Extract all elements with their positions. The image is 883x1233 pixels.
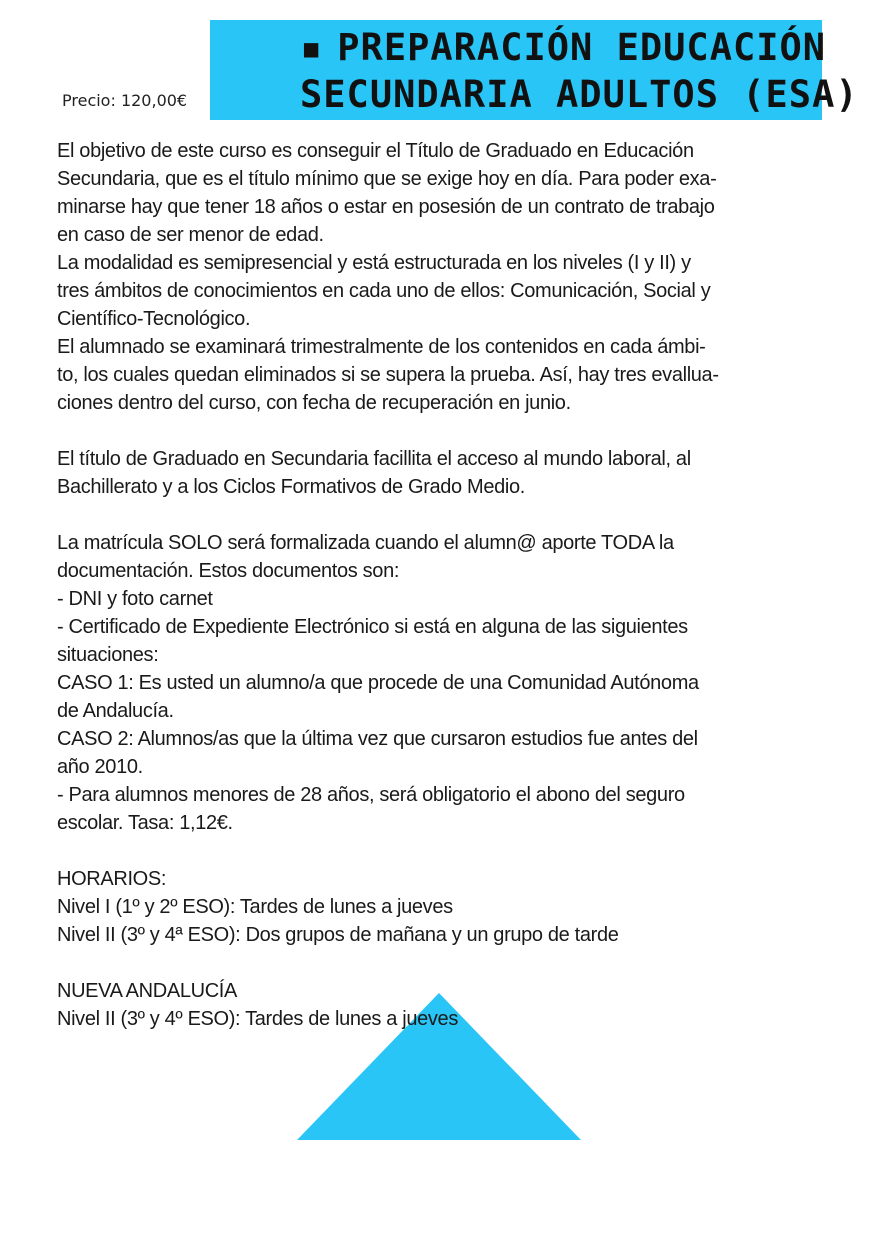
text-line: minarse hay que tener 18 años o estar en posesión de un contrato de trabajo: [57, 196, 715, 218]
text-line: situaciones:: [57, 644, 159, 666]
text-line: Secundaria, que es el título mínimo que se exige hoy en día. Para poder exa-: [57, 168, 717, 190]
intro-paragraph: [57, 137, 847, 417]
text-line: de Andalucía.: [57, 700, 174, 722]
text-line: Nivel I (1º y 2º ESO): Tardes de lunes a jueves: [57, 896, 453, 918]
text-line: tres ámbitos de conocimientos en cada uno de ellos: Comunicación, Social y: [57, 280, 711, 302]
text-line: ciones dentro del curso, con fecha de recuperación en junio.: [57, 392, 571, 414]
paragraph-gap: [57, 949, 847, 977]
paragraph-gap: [57, 417, 847, 445]
text-line: El título de Graduado en Secundaria facillita el acceso al mundo laboral, al: [57, 448, 691, 470]
price-label: Precio: 120,00€: [62, 91, 188, 110]
course-description: [57, 137, 847, 1033]
paragraph-gap: [57, 501, 847, 529]
text-line: El alumnado se examinará trimestralmente de los contenidos en cada ámbi-: [57, 336, 706, 358]
text-line: El objetivo de este curso es conseguir el Título de Graduado en Educación: [57, 140, 694, 162]
text-line: documentación. Estos documentos son:: [57, 560, 400, 582]
text-line: - Certificado de Expediente Electrónico si está en alguna de las siguientes: [57, 616, 688, 638]
matricula-paragraph: [57, 529, 847, 837]
text-line: Científico-Tecnológico.: [57, 308, 251, 330]
square-bullet-icon: ▪: [300, 26, 324, 69]
text-line: año 2010.: [57, 756, 143, 778]
paragraph-gap: [57, 837, 847, 865]
section-heading: HORARIOS:: [57, 868, 167, 890]
text-line: - Para alumnos menores de 28 años, será obligatorio el abono del seguro: [57, 784, 685, 806]
text-line: escolar. Tasa: 1,12€.: [57, 812, 233, 834]
nueva-andalucia-section: [57, 977, 847, 1033]
section-heading: NUEVA ANDALUCÍA: [57, 980, 237, 1002]
text-line: Nivel II (3º y 4ª ESO): Dos grupos de mañana y un grupo de tarde: [57, 924, 619, 946]
text-line: to, los cuales quedan eliminados si se supera la prueba. Así, hay tres evallua-: [57, 364, 719, 386]
text-line: CASO 1: Es usted un alumno/a que procede de una Comunidad Autónoma: [57, 672, 699, 694]
title-line-2: SECUNDARIA ADULTOS (ESA): [300, 73, 859, 116]
text-line: Bachillerato y a los Ciclos Formativos de Grado Medio.: [57, 476, 525, 498]
page-title: [300, 24, 859, 118]
text-line: en caso de ser menor de edad.: [57, 224, 324, 246]
title-line-1: ▪ PREPARACIÓN EDUCACIÓN: [300, 26, 827, 69]
horarios-section: [57, 865, 847, 949]
graduado-paragraph: [57, 445, 847, 501]
text-line: La matrícula SOLO será formalizada cuando el alumn@ aporte TODA la: [57, 532, 674, 554]
text-line: CASO 2: Alumnos/as que la última vez que cursaron estudios fue antes del: [57, 728, 698, 750]
text-line: Nivel II (3º y 4º ESO): Tardes de lunes a jueves: [57, 1008, 458, 1030]
text-line: La modalidad es semipresencial y está estructurada en los niveles (I y II) y: [57, 252, 691, 274]
text-line: - DNI y foto carnet: [57, 588, 213, 610]
